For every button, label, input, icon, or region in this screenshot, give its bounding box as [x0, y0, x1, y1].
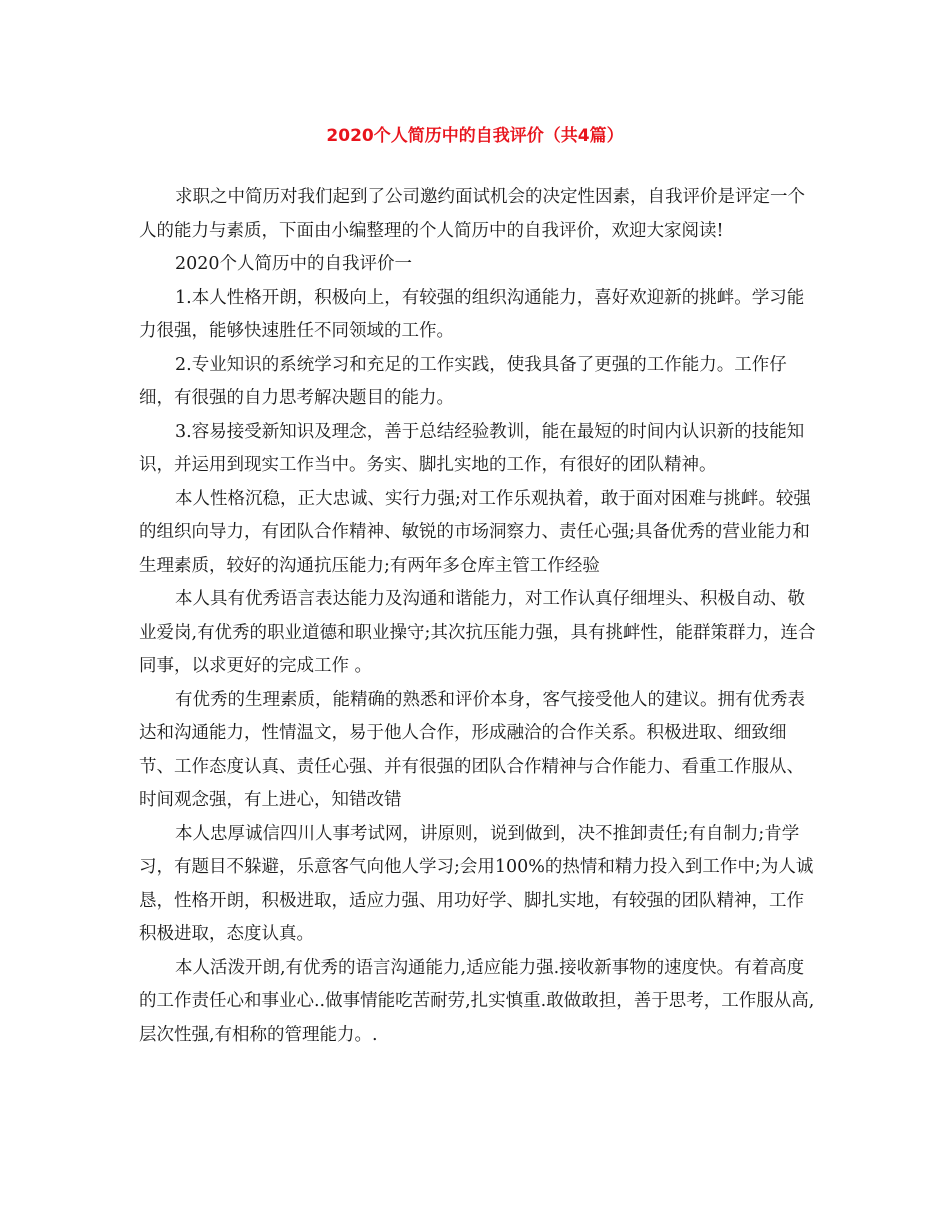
paragraph: 本人具有优秀语言表达能力及沟通和谐能力，对工作认真仔细埋头、积极自动、敬业爱岗,有优秀的职业道德和职业操守;其次抗压能力强，具有挑衅性，能群策群力，连合同事，以求更好的完成工作 。 — [139, 589, 816, 676]
document-body — [139, 181, 819, 1052]
paragraph: 本人忠厚诚信四川人事考试网，讲原则，说到做到，决不推卸责任;有自制力;肯学习，有题目不躲避，乐意客气向他人学习;会用100%的热情和精力投入到工作中;为人诚恳，性格开朗，积极进取，适应力强、用功好学、脚扎实地，有较强的团队精神，工作积极进取，态度认真。 — [139, 823, 814, 944]
paragraph-item-3: 3.容易接受新知识及理念，善于总结经验教训，能在最短的时间内认识新的技能知识，并运用到现实工作当中。务实、脚扎实地的工作，有很好的团队精神。 — [139, 421, 805, 475]
paragraph: 本人活泼开朗,有优秀的语言沟通能力,适应能力强.接收新事物的速度快。有着高度的工作责任心和事业心..做事情能吃苦耐劳,扎实慎重.敢做敢担，善于思考，工作服从高,层次性强,有相称的管理能力。. — [139, 957, 815, 1045]
section-heading: 2020个人简历中的自我评价一 — [175, 254, 413, 274]
paragraph-intro: 求职之中简历对我们起到了公司邀约面试机会的决定性因素，自我评价是评定一个人的能力与素质，下面由小编整理的个人简历中的自我评价，欢迎大家阅读! — [139, 187, 805, 241]
paragraph-item-1: 1.本人性格开朗，积极向上，有较强的组织沟通能力，喜好欢迎新的挑衅。学习能力很强，能够快速胜任不同领域的工作。 — [139, 287, 805, 341]
paragraph: 本人性格沉稳，正大忠诚、实行力强;对工作乐观执着，敢于面对困难与挑衅。较强的组织向导力，有团队合作精神、敏锐的市场洞察力、责任心强;具备优秀的营业能力和生理素质，较好的沟通抗压能力;有两年多仓库主管工作经验 — [139, 488, 811, 576]
paragraph: 有优秀的生理素质，能精确的熟悉和评价本身，客气接受他人的建议。拥有优秀表达和沟通能力，性情温文，易于他人合作，形成融洽的合作关系。积极进取、细致细节、工作态度认真、责任心强、并有很强的团队合作精神与合作能力、看重工作服从、时间观念强，有上进心，知错改错 — [139, 689, 805, 810]
document-title: 2020个人简历中的自我评价（共4篇） — [326, 126, 624, 146]
paragraph-item-2: 2.专业知识的系统学习和充足的工作实践，使我具备了更强的工作能力。工作仔细，有很强的自力思考解决题目的能力。 — [139, 354, 787, 408]
